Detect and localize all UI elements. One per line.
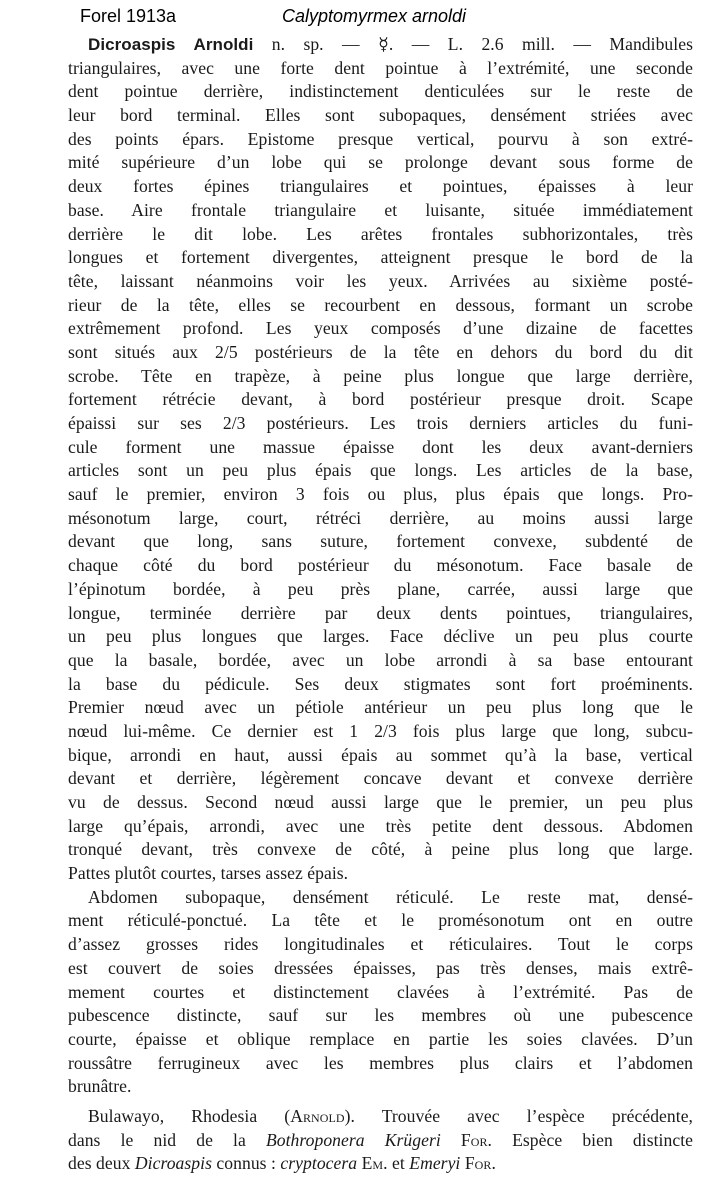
text-line: devant et derrière, légèrement concave devant et convexe derrière	[68, 768, 693, 789]
text-line: derrière le dit lobe. Les arêtes frontales subhorizontales, très	[68, 223, 693, 244]
text-line: triangulaires, avec une forte dent pointue à l’extrémité, une seconde	[68, 57, 693, 78]
author-abbrev: For	[460, 1153, 492, 1174]
text-line: des points épars. Epistome presque vertical, pourvu à son extré-	[68, 128, 693, 149]
text-line: mité supérieure d’un lobe qui se prolonge devant sous forme de	[68, 152, 693, 173]
text-line: d’assez grosses rides longitudinales et réticulaires. Tout le corps	[68, 934, 693, 955]
text-line: pubescence distincte, sauf sur les membres où une pubescence	[68, 1005, 693, 1026]
text-line: large qu’épais, arrondi, avec une très petite dent dessous. Abdomen	[68, 815, 693, 836]
text-line: la base du pédicule. Ses deux stigmates sont fort proéminents.	[68, 673, 693, 694]
text-line: rieur de la tête, elles se recourbent en dessous, formant un scrobe	[68, 294, 693, 315]
text-line: cule forment une massue épaisse dont les deux avant-derniers	[68, 436, 693, 457]
text-line: Abdomen subopaque, densément réticulé. Le reste mat, densé-	[88, 886, 693, 907]
locality-line: Bulawayo, Rhodesia (Arnold). Trouvée avec l’espèce précédente,	[88, 1105, 693, 1126]
description-line	[0, 33, 693, 57]
text-line: vu de dessus. Second nœud aussi large que le premier, un peu plus	[68, 792, 693, 812]
species-emeryi: Emeryi	[409, 1153, 461, 1174]
text-line: base. Aire frontale triangulaire et luisante, située immédiatement	[68, 199, 693, 220]
collector-name: Arnold	[290, 1105, 345, 1126]
text-line: est couvert de soies dressées épaisses, pas très denses, mais extrê-	[68, 957, 693, 978]
text-line: un peu plus longues que larges. Face déclive un peu plus courte	[68, 626, 693, 647]
locality-line: dans le nid de la Bothroponera Krügeri For. Espèce bien distincte	[68, 1129, 693, 1150]
text-line: que la basale, bordée, avec un lobe arrondi à sa base entourant	[68, 649, 693, 670]
text-line: scrobe. Tête en trapèze, à peine plus longue que large derrière,	[68, 365, 693, 386]
text-line: épaissi sur ses 2/3 postérieurs. Les trois derniers articles du funi-	[68, 413, 693, 433]
text-line: longues et fortement divergentes, atteignent presque le bord de la	[68, 247, 693, 268]
text-line: mésonotum large, court, rétréci derrière, au moins aussi large	[68, 507, 693, 528]
text-line: roussâtre ferrugineux avec les membres plus clairs et l’abdomen	[68, 1052, 693, 1073]
text-line: ment réticulé-ponctué. La tête et le promésonotum ont en outre	[68, 910, 693, 931]
text-line: sont situés aux 2/5 postérieurs de la tête en dehors du bord du dit	[68, 341, 693, 362]
text-line: courte, épaisse et oblique remplace en partie les soies clavées. D’un	[68, 1028, 693, 1049]
author-abbrev: For	[440, 1129, 488, 1150]
text-body	[0, 33, 713, 1176]
text-line: extrêmement profond. Les yeux composés d’une dizaine de facettes	[68, 318, 693, 339]
text-line: dent pointue derrière, indistinctement denticulées sur le reste de	[68, 81, 693, 102]
text-line: fortement rétrécie devant, à bord postérieur presque droit. Scape	[68, 389, 693, 410]
genus-name: Dicroaspis	[134, 1153, 212, 1174]
text-line: sauf le premier, environ 3 fois ou plus, plus épais que longs. Pro-	[68, 484, 693, 505]
text-line: articles sont un peu plus épais que longs. Les articles de la base,	[68, 460, 693, 481]
description-intro: n. sp. — ☿. — L. 2.6 mill. — Mandibules	[253, 34, 693, 54]
text-line: deux fortes épines triangulaires et pointues, épaisses à leur	[68, 176, 693, 197]
text-line: bique, arrondi en haut, aussi épais au sommet qu’à la base, vertical	[68, 744, 693, 765]
locality-line: des deux Dicroaspis connus : cryptocera Em. et Emeryi For.	[68, 1153, 496, 1174]
text-line: brunâtre.	[68, 1076, 132, 1097]
species-cryptocera: cryptocera	[280, 1153, 358, 1174]
text-line: l’épinotum bordée, à peu près plane, carrée, aussi large que	[68, 578, 693, 599]
page-header	[0, 6, 713, 32]
text-line: tronqué devant, très convexe de côté, à peine plus long que large.	[68, 839, 693, 860]
text-line: longue, terminée derrière par deux dents pointues, triangulaires,	[68, 602, 693, 623]
text-line: devant que long, sans suture, fortement convexe, subdenté de	[68, 531, 693, 552]
text-line: nœud lui-même. Ce dernier est 1 2/3 fois plus large que long, subcu-	[68, 720, 693, 741]
text-line: chaque côté du bord postérieur du mésonotum. Face basale de	[68, 555, 693, 576]
host-taxon: Bothroponera Krügeri	[265, 1129, 441, 1150]
sculpture-paragraph	[0, 886, 713, 1099]
text-line: Premier nœud avec un pétiole antérieur un peu plus long que le	[68, 697, 693, 718]
text-line: Pattes plutôt courtes, tarses assez épais.	[68, 863, 349, 884]
author-abbrev: Em	[357, 1153, 384, 1174]
species-name: Dicroaspis Arnoldi	[88, 35, 254, 54]
text-line: leur bord terminal. Elles sont subopaques, densément striées avec	[68, 105, 693, 126]
description-paragraph	[0, 57, 713, 886]
text-line: mement courtes et distinctement clavées à l’extrémité. Pas de	[68, 981, 693, 1002]
citation-label: Forel 1913a	[80, 6, 177, 26]
text-line: tête, laissant néanmoins voir les yeux. Arrivées au sixième posté-	[68, 270, 693, 291]
taxon-label: Calyptomyrmex arnoldi	[282, 6, 467, 26]
